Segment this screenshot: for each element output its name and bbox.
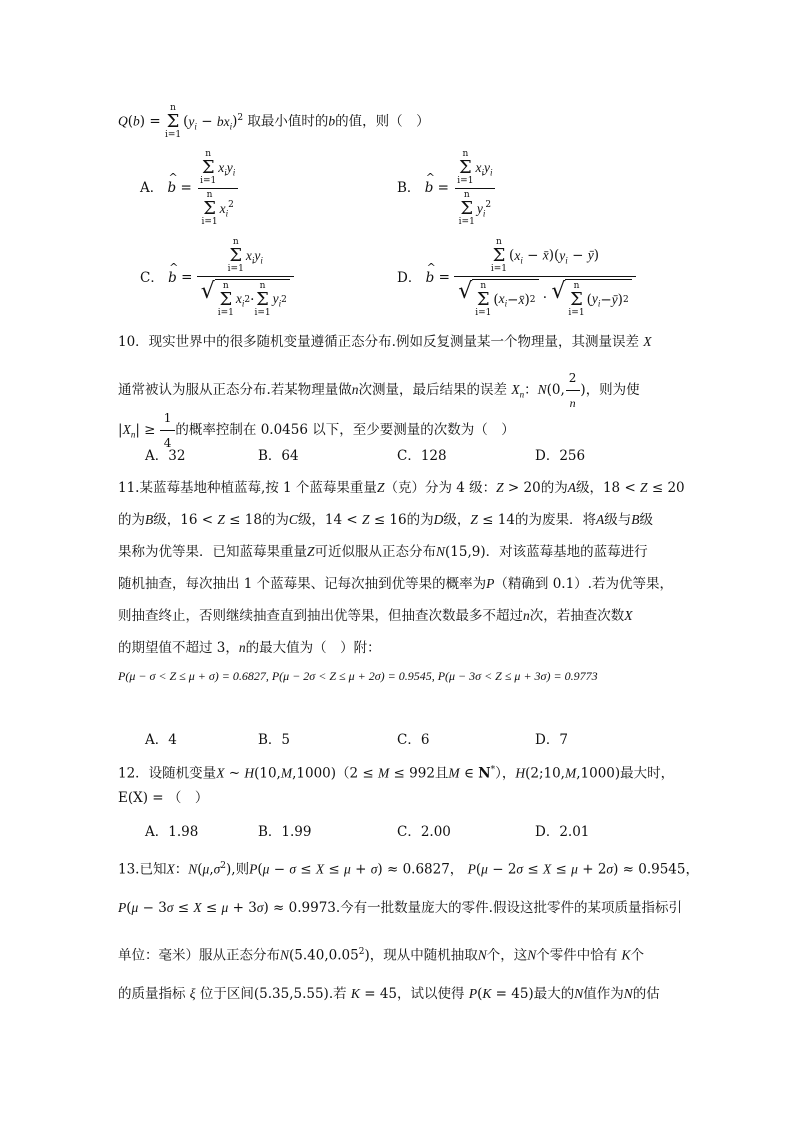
q9-option-a[interactable]: A． ^ b = n Σ i=1 $x_iy_i$ n Σ i=1 $x_i^2$ bbox=[140, 150, 239, 227]
q10-choice-c[interactable]: C．128 bbox=[397, 448, 447, 464]
q10-choice-b[interactable]: B．64 bbox=[258, 448, 299, 464]
q13-line-4: 的质量指标 ξ 位于区间(5.35,5.55).若 K = 45，试以使得 P(K = 45)最大的N值作为N的估 bbox=[118, 986, 660, 1002]
q11-choice-c[interactable]: C．6 bbox=[397, 732, 430, 748]
q11-line-5: 则抽查终止，否则继续抽查直到抽出优等果，但抽查次数最多不超过n次，若抽查次数X bbox=[118, 608, 633, 624]
q12-text-1a: 12．设随机变量 bbox=[118, 765, 217, 782]
q12-text-1d: 最大时， bbox=[620, 765, 675, 782]
q13-text-3e: 个 bbox=[630, 947, 645, 964]
q11-choice-d[interactable]: D．7 bbox=[535, 732, 568, 748]
q11-text-1a: 11.某蓝莓基地种植蓝莓,按 1 个蓝莓果重量 bbox=[118, 480, 377, 496]
q11-text-3c: ．对该蓝莓基地的蓝莓进行 bbox=[485, 544, 648, 560]
q11-line-2: 的为B级，16 < Z ≤ 18的为C级，14 < Z ≤ 16的为D级，Z ≤ 14的为废果．将A级与B级 bbox=[118, 512, 653, 528]
q12-choice-b[interactable]: B．1.99 bbox=[258, 824, 312, 840]
q11-text-1d: 级， bbox=[575, 480, 603, 496]
q10-line-1: 10．现实世界中的很多随机变量遵循正态分布.例如反复测量某一个物理量，其测量误差 X bbox=[118, 334, 652, 350]
q12-choice-a[interactable]: A．1.98 bbox=[145, 824, 199, 840]
q13-line-3: 单位：毫米）服从正态分布N(5.40,0.05$^2$)，现从中随机抽取N个，这N个零件中恰有 K个 bbox=[118, 947, 645, 964]
q13-text-3d: 个零件中恰有 bbox=[536, 947, 618, 964]
q13-line-2: P(μ − 3σ ≤ X ≤ μ + 3σ) ≈ 0.9973.今有一批数量庞大的零件.假设这批零件的某项质量指标引 bbox=[118, 900, 682, 916]
q10-line-2: 通常被认为服从正态分布.若某物理量做n次测量，最后结果的误差 $X_n$：N(0, $\frac{2}{n}$ )，则为使 bbox=[118, 368, 640, 413]
q12-line-2: E(X) = （ ） bbox=[118, 790, 209, 806]
q11-text-6: 的期望值不超过 3， bbox=[118, 640, 239, 656]
q10-text-1: 10．现实世界中的很多随机变量遵循正态分布.例如反复测量某一个物理量，其测量误差 bbox=[118, 334, 639, 350]
q11-text-4: 随机抽查，每次抽出 1 个蓝莓果、记每次抽到优等果的概率为 bbox=[118, 576, 487, 592]
q9-option-c[interactable]: C． ^ b = n Σ i=1 $x_iy_i$ √ n Σ i=1 $x_i$ 2 · n Σ i=1 $y_i$ 2 bbox=[140, 238, 294, 318]
q11-text-3: 果称为优等果．已知蓝莓果重量 bbox=[118, 544, 307, 560]
q11-text-2: 的为 bbox=[118, 512, 145, 528]
q13-text-4e: 最大的 bbox=[533, 986, 575, 1002]
q13-text-3b: ，现从中随机抽取 bbox=[369, 947, 478, 964]
q9-stem: Q(b) = n Σ i=1 $(y_i - bx_i)^2$ 取最小值时的b的值，则（ ） bbox=[118, 103, 430, 140]
q12-choice-d[interactable]: D．2.01 bbox=[535, 824, 590, 840]
q10-choice-a[interactable]: A．32 bbox=[145, 448, 186, 464]
q13-text-4g: 的估 bbox=[632, 986, 660, 1002]
q10-text-3: 的概率控制在 0.0456 以下，至少要测量的次数为（ ） bbox=[175, 422, 515, 438]
q11-text-6b: 的最大值为（ ）附： bbox=[245, 640, 381, 656]
q10-choice-d[interactable]: D．256 bbox=[535, 448, 586, 464]
option-label: D． bbox=[397, 269, 422, 286]
q10-text-2a: 通常被认为服从正态分布.若某物理量做 bbox=[118, 382, 352, 398]
option-label: A． bbox=[140, 180, 164, 196]
q11-line-1: 11.某蓝莓基地种植蓝莓,按 1 个蓝莓果重量Z（克）分为 4 级：Z > 20的为A级，18 < Z ≤ 20 bbox=[118, 480, 685, 496]
q11-choice-a[interactable]: A．4 bbox=[145, 732, 177, 748]
q13-text-4a: 的质量指标 bbox=[118, 986, 186, 1002]
q13-text-3c: 个，这 bbox=[486, 947, 528, 964]
option-label: C． bbox=[140, 269, 164, 286]
q13-text-1b: ,则 bbox=[231, 861, 250, 878]
q13-text-4b: 位于区间 bbox=[199, 986, 254, 1002]
q10-text-2b: 次测量，最后结果的误差 bbox=[358, 382, 508, 398]
q12-text-1c: ）， bbox=[495, 765, 516, 782]
q12-text-1b: （ bbox=[336, 765, 350, 782]
q12-choice-c[interactable]: C．2.00 bbox=[397, 824, 451, 840]
q13-text-4c: .若 bbox=[328, 986, 347, 1002]
q13-line-1: 13.已知X：$N(\mu,\sigma^2)$,则P(μ − σ ≤ X ≤ μ + σ) ≈ 0.6827， P(μ − 2σ ≤ X ≤ μ + 2σ) ≈ 0.9545， bbox=[118, 861, 699, 878]
q11-text-1c: 的为 bbox=[540, 480, 568, 496]
q9-option-d[interactable]: D． ^ b = n Σ i=1 ($x_i$ − $x̄)(y_i$ − ȳ) √ n Σ i=1 ( $x_i$ − x̄ ) 2 · √ n Σ i=1 ( $y_i$ − ȳ ) 2 bbox=[397, 238, 636, 318]
q13-text-3a: 单位：毫米）服从正态分布 bbox=[118, 947, 280, 964]
q12-line-1: 12．设随机变量X ~ H(10,M,1000)（2 ≤ M ≤ 992且M ∈ N*），H(2;10,M,1000)最大时， bbox=[118, 765, 675, 782]
q11-line-6: 的期望值不超过 3，n的最大值为（ ）附： bbox=[118, 640, 381, 656]
q11-text-3b: 可近似服从正态分布 bbox=[314, 544, 437, 560]
q13-text-1a: 13.已知 bbox=[118, 861, 167, 878]
q9-stem-text: 取最小值时的 bbox=[247, 113, 329, 130]
q10-text-2c: ，则为使 bbox=[585, 382, 640, 398]
q9-option-b[interactable]: B． ^ b = n Σ i=1 $x_iy_i$ n Σ i=1 $y_i^2$ bbox=[397, 150, 496, 227]
q11-line-4: 随机抽查，每次抽出 1 个蓝莓果、记每次抽到优等果的概率为P（精确到 0.1）.若为优等果， bbox=[118, 576, 673, 592]
q13-text-4d: ，试以使得 bbox=[397, 986, 465, 1002]
q11-formula: P(μ − σ < Z ≤ μ + σ) = 0.6827, P(μ − 2σ < Z ≤ μ + 2σ) = 0.9545, P(μ − 3σ < Z ≤ μ + 3σ) = 0.9773 bbox=[118, 669, 598, 683]
q11-text-4b: （精确到 0.1）.若为优等果， bbox=[494, 576, 673, 592]
q10-line-3: $|X_n|$ ≥ $\frac{1}{4}$ 的概率控制在 0.0456 以下，至少要测量的次数为（ ） bbox=[118, 408, 515, 453]
q13-text-2: 今有一批数量庞大的零件.假设这批零件的某项质量指标引 bbox=[340, 900, 682, 916]
q11-text-5b: 次，若抽查次数 bbox=[529, 608, 625, 624]
q9-stem-end: 的值，则（ ） bbox=[335, 113, 430, 130]
q11-text-5: 则抽查终止，否则继续抽查直到抽出优等果，但抽查次数最多不超过 bbox=[118, 608, 523, 624]
q11-choice-b[interactable]: B．5 bbox=[258, 732, 291, 748]
option-label: B． bbox=[397, 180, 421, 196]
q11-line-3: 果称为优等果．已知蓝莓果重量Z可近似服从正态分布N(15,9)．对该蓝莓基地的蓝莓进行 bbox=[118, 544, 648, 560]
q13-text-4f: 值作为 bbox=[583, 986, 624, 1002]
q11-text-1b: 克）分为 4 级： bbox=[397, 480, 497, 496]
